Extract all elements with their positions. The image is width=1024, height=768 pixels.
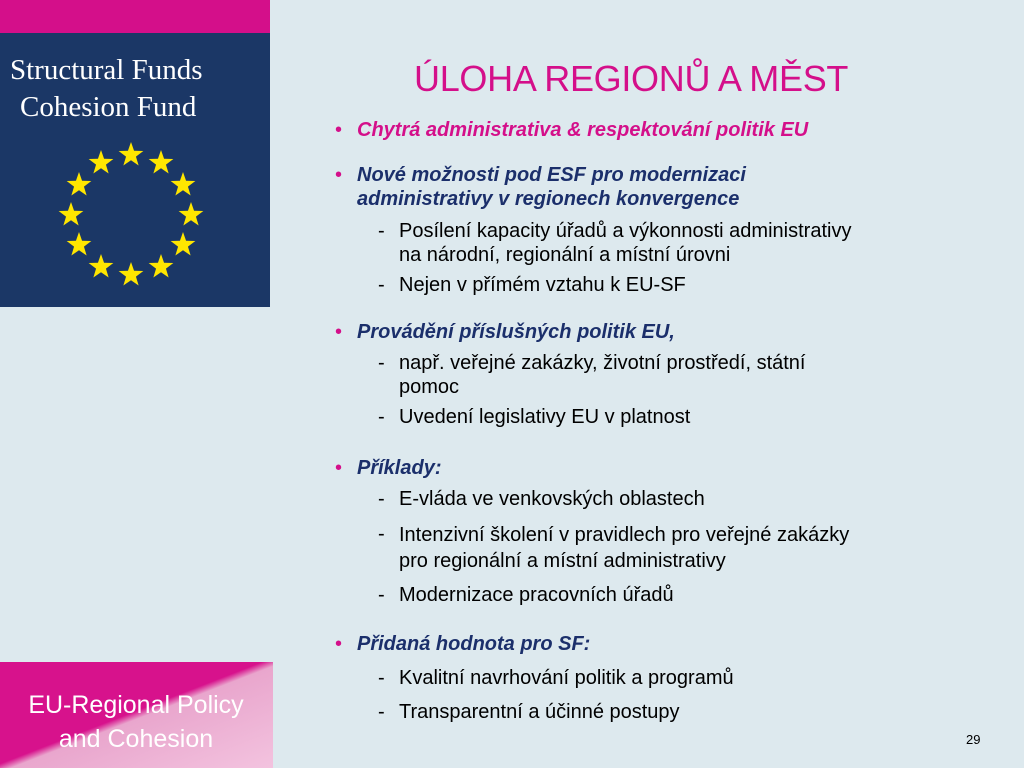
star-ring bbox=[59, 142, 204, 286]
eu-star-icon bbox=[67, 232, 92, 256]
sub-text-line: pomoc bbox=[399, 376, 460, 398]
bullet-text: Chytrá administrativa & respektování politik EU bbox=[357, 119, 809, 141]
bullet-text bbox=[357, 163, 997, 211]
eu-star-icon bbox=[171, 232, 196, 256]
bullet-text: Přidaná hodnota pro SF: bbox=[357, 633, 591, 655]
sub-text bbox=[399, 351, 989, 399]
sub-text: Uvedení legislativy EU v platnost bbox=[399, 406, 691, 428]
eu-star-icon bbox=[67, 172, 92, 196]
sub-dash: - bbox=[378, 667, 385, 689]
sub-dash: - bbox=[378, 523, 385, 545]
sub-text-line: pro regionální a místní administrativy bbox=[399, 550, 726, 572]
footer-line-2: and Cohesion bbox=[58, 725, 214, 753]
sub-text: Modernizace pracovních úřadů bbox=[399, 584, 674, 606]
sub-text-line: Posílení kapacity úřadů a výkonnosti administrativy bbox=[399, 220, 852, 242]
sub-dash: - bbox=[378, 352, 385, 374]
brand-title bbox=[0, 52, 270, 126]
sub-dash: - bbox=[378, 584, 385, 606]
bullet-dot: • bbox=[335, 633, 343, 655]
eu-star-icon bbox=[179, 202, 204, 226]
eu-star-icon bbox=[171, 172, 196, 196]
bullet-text-line: Nové možnosti pod ESF pro modernizaci bbox=[357, 164, 746, 186]
sub-dash: - bbox=[378, 220, 385, 242]
bullet-dot: • bbox=[335, 457, 343, 479]
eu-star-icon bbox=[119, 262, 144, 286]
bullet-text-line: administrativy v regionech konvergence bbox=[357, 188, 740, 210]
sub-text-line: např. veřejné zakázky, životní prostředí, státní bbox=[399, 352, 806, 374]
eu-flag-stars-icon bbox=[56, 140, 206, 290]
page-number: 29 bbox=[966, 732, 981, 747]
bullet-dot: • bbox=[335, 321, 343, 343]
bullet-dot: • bbox=[335, 119, 343, 141]
sub-text: E-vláda ve venkovských oblastech bbox=[399, 488, 705, 510]
eu-star-icon bbox=[89, 150, 114, 174]
eu-star-icon bbox=[149, 254, 174, 278]
sub-text-line: Intenzivní školení v pravidlech pro veřejné zakázky bbox=[399, 524, 850, 546]
sub-text: Transparentní a účinné postupy bbox=[399, 701, 680, 723]
eu-star-icon bbox=[59, 202, 84, 226]
sub-text: Kvalitní navrhování politik a programů bbox=[399, 667, 734, 689]
eu-star-icon bbox=[149, 150, 174, 174]
sub-dash: - bbox=[378, 701, 385, 723]
sub-text bbox=[399, 219, 989, 267]
brand-line-2: Cohesion Fund bbox=[20, 91, 197, 123]
footer-line-1: EU-Regional Policy bbox=[28, 691, 244, 719]
sidebar-top-bar bbox=[0, 0, 270, 33]
bullet-dot: • bbox=[335, 164, 343, 186]
eu-star-icon bbox=[89, 254, 114, 278]
sub-text bbox=[399, 522, 989, 574]
slide-title: ÚLOHA REGIONŮ A MĚST bbox=[414, 58, 849, 99]
sub-text: Nejen v přímém vztahu k EU-SF bbox=[399, 274, 686, 296]
bullet-text: Příklady: bbox=[357, 457, 442, 479]
sub-dash: - bbox=[378, 274, 385, 296]
sub-dash: - bbox=[378, 406, 385, 428]
sub-dash: - bbox=[378, 488, 385, 510]
bullet-text: Provádění příslušných politik EU, bbox=[357, 321, 675, 343]
sub-text-line: na národní, regionální a místní úrovni bbox=[399, 244, 731, 266]
footer-label bbox=[0, 688, 272, 756]
brand-line-1: Structural Funds bbox=[10, 54, 203, 86]
eu-star-icon bbox=[119, 142, 144, 166]
